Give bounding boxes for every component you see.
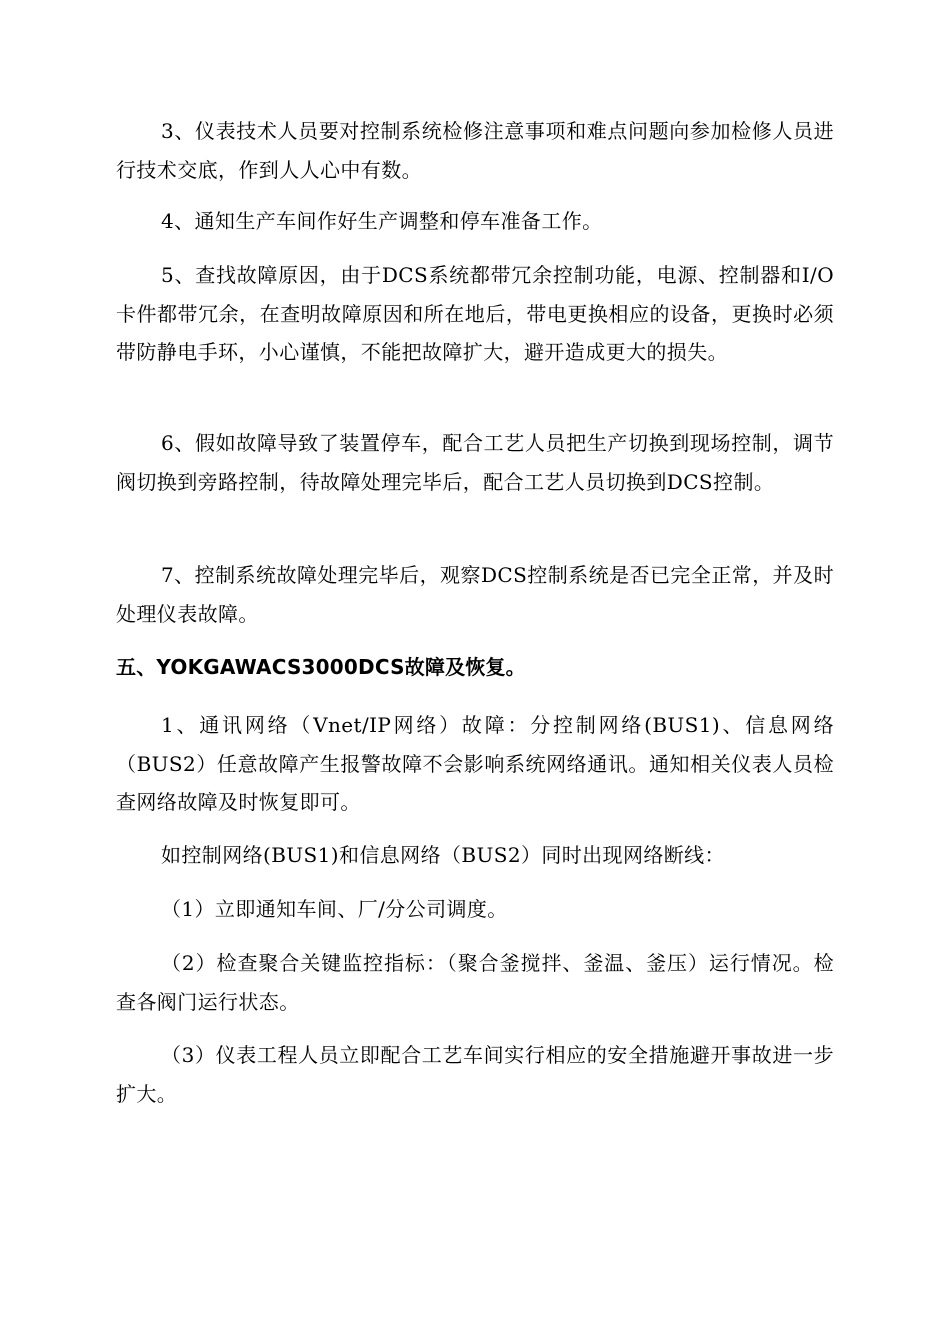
- paragraph-item-4: 4、通知生产车间作好生产调整和停车准备工作。: [161, 209, 603, 233]
- paragraph-item-3: 3、仪表技术人员要对控制系统检修注意事项和难点问题向参加检修人员进行技术交底，作到人人心中有数。: [116, 119, 834, 182]
- paragraph-item-6: 6、假如故障导致了装置停车，配合工艺人员把生产切换到现场控制，调节阀切换到旁路控制，待故障处理完毕后，配合工艺人员切换到DCS控制。: [116, 431, 834, 494]
- paragraph-item-5: 5、查找故障原因，由于DCS系统都带冗余控制功能，电源、控制器和I/O卡件都带冗余，在查明故障原因和所在地后，带电更换相应的设备，更换时必须带防静电手环，小心谨慎，不能把故障扩大，避开造成更大的损失。: [116, 263, 834, 364]
- paragraph-step-2: （2）检查聚合关键监控指标：（聚合釜搅拌、釜温、釜压）运行情况。检查各阀门运行状态。: [116, 951, 834, 1014]
- paragraph-step-3: （3）仪表工程人员立即配合工艺车间实行相应的安全措施避开事故进一步扩大。: [116, 1043, 834, 1106]
- paragraph-step-1: （1）立即通知车间、厂/分公司调度。: [161, 897, 508, 921]
- paragraph-network-fault: 1、通讯网络（Vnet/IP网络）故障：分控制网络(BUS1)、信息网络（BUS2）任意故障产生报警故障不会影响系统网络通讯。通知相关仪表人员检查网络故障及时恢复即可。: [116, 713, 834, 814]
- section-heading: 五、YOKGAWACS3000DCS故障及恢复。: [116, 655, 526, 679]
- paragraph-item-7: 7、控制系统故障处理完毕后，观察DCS控制系统是否已完全正常，并及时处理仪表故障。: [116, 563, 834, 626]
- paragraph-dual-disconnect: 如控制网络(BUS1)和信息网络（BUS2）同时出现网络断线：: [161, 843, 725, 867]
